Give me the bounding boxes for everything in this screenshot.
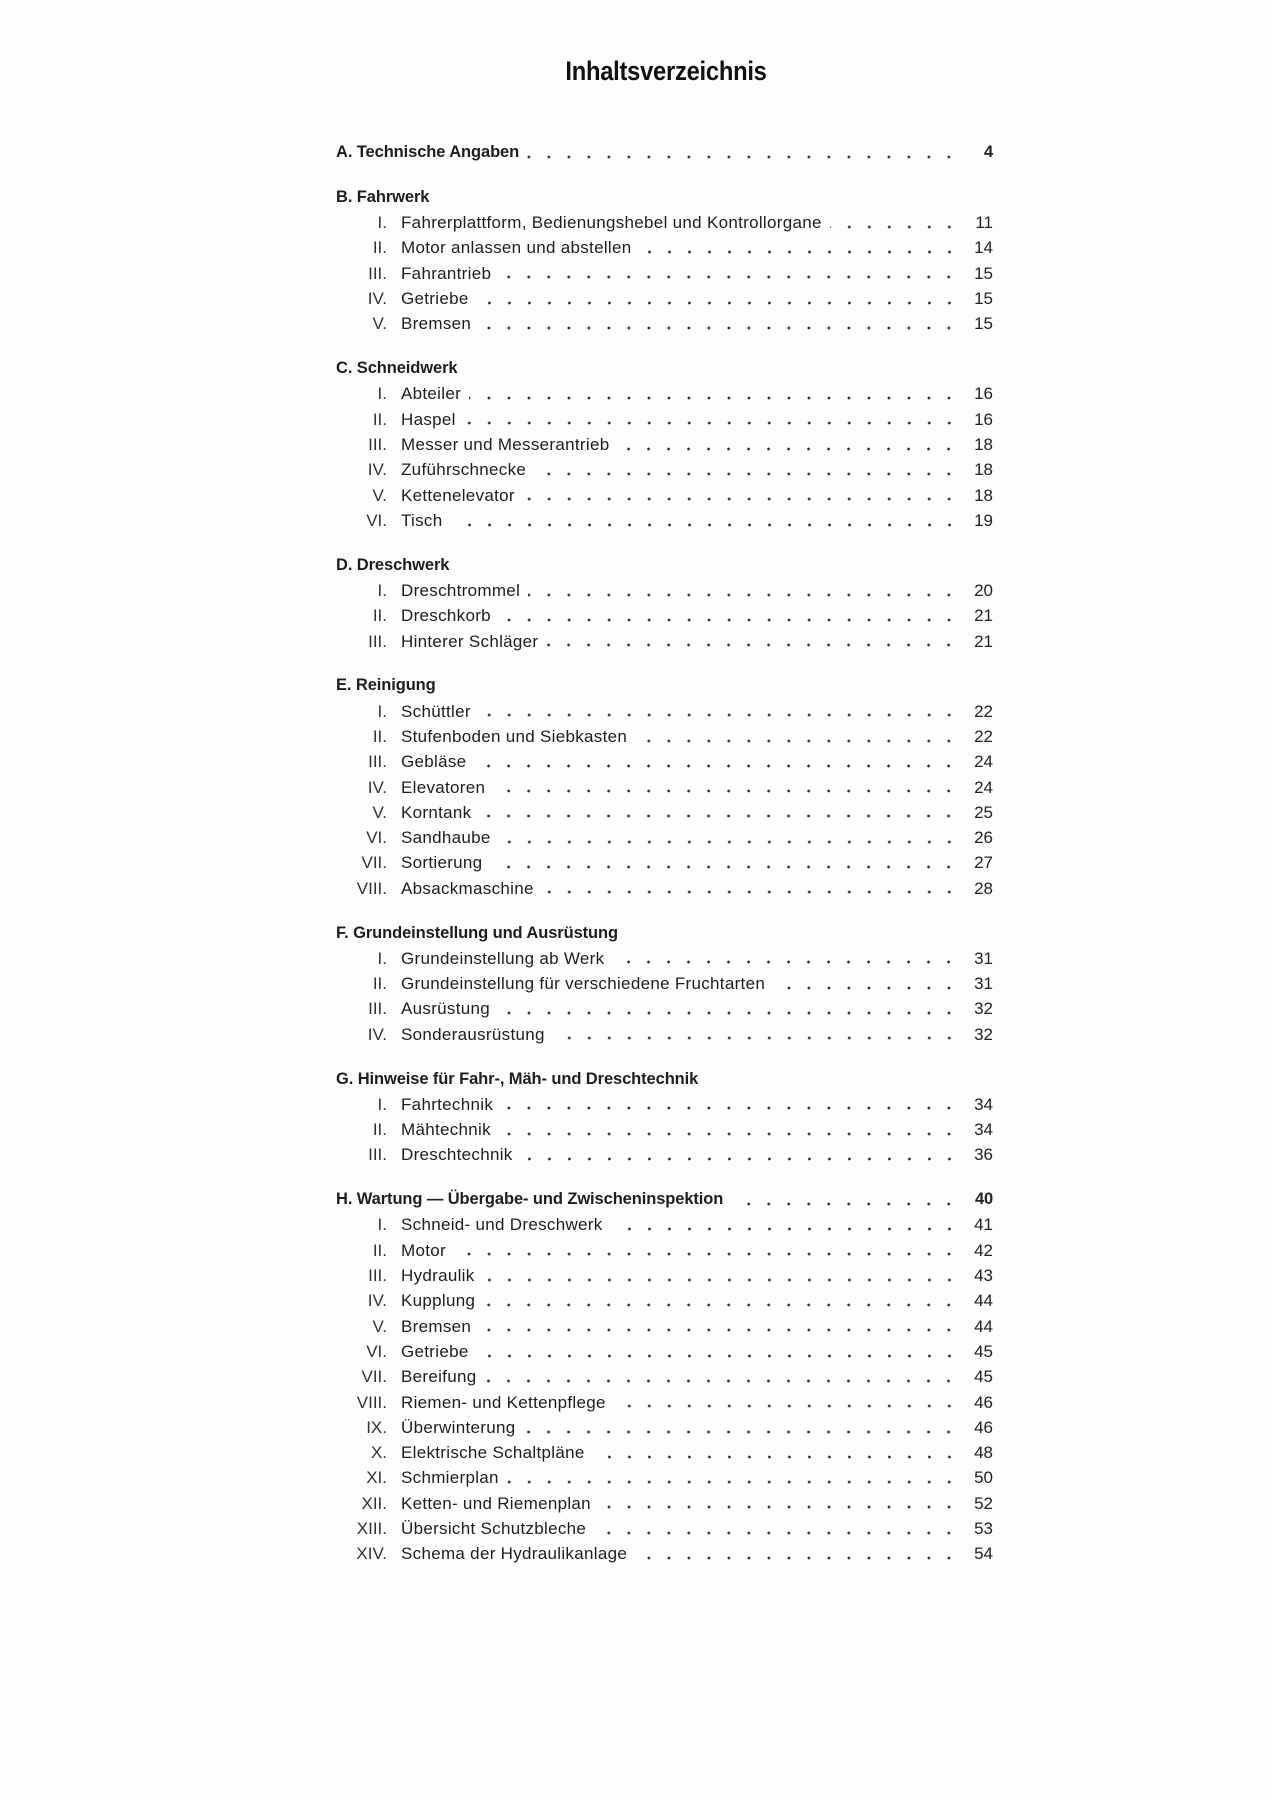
roman-numeral: I. xyxy=(377,701,387,721)
entry-title: Sonderausrüstung xyxy=(401,1024,545,1044)
dot-leader xyxy=(617,446,959,452)
dot-leader xyxy=(477,300,959,306)
roman-numeral: IV. xyxy=(367,460,387,480)
dot-leader xyxy=(451,522,960,528)
roman-numeral: IX. xyxy=(366,1417,387,1437)
page-number: 22 xyxy=(974,726,993,746)
toc-entry[interactable] xyxy=(336,483,993,508)
page-number: 21 xyxy=(974,606,993,626)
entry-title: Dreschkorb xyxy=(401,606,491,626)
toc-entry[interactable] xyxy=(336,850,993,875)
dot-leader xyxy=(635,1555,959,1561)
entry-title: Sandhaube xyxy=(401,828,491,848)
toc-entry[interactable] xyxy=(336,1092,993,1117)
toc-entry[interactable] xyxy=(336,629,993,654)
page-number: 18 xyxy=(974,460,993,480)
entry-title: Elevatoren xyxy=(401,777,486,797)
roman-numeral: I. xyxy=(377,213,387,233)
toc-section xyxy=(336,356,993,533)
toc-entry[interactable] xyxy=(336,724,993,749)
page-title: Inhaltsverzeichnis xyxy=(565,56,767,86)
dot-leader xyxy=(469,395,959,401)
dot-leader xyxy=(479,325,959,331)
page-number: 22 xyxy=(974,701,993,721)
dot-leader xyxy=(484,1378,959,1384)
toc-entry[interactable] xyxy=(336,996,993,1021)
roman-numeral: V. xyxy=(372,802,387,822)
roman-numeral: I. xyxy=(377,1215,387,1235)
entry-title: Kupplung xyxy=(401,1291,476,1311)
entry-title: Schüttler xyxy=(401,701,471,721)
roman-numeral: VI. xyxy=(366,828,387,848)
dot-leader xyxy=(594,1530,959,1536)
roman-numeral: I. xyxy=(377,580,387,600)
toc-entry[interactable] xyxy=(336,261,993,286)
roman-numeral: XIII. xyxy=(356,1519,387,1539)
page-number: 41 xyxy=(974,1215,993,1235)
roman-numeral: III. xyxy=(368,1145,387,1165)
page-number: 52 xyxy=(974,1493,993,1513)
dot-leader xyxy=(499,274,959,280)
entry-title: Riemen- und Kettenpflege xyxy=(401,1392,606,1412)
section-heading[interactable] xyxy=(336,1067,993,1092)
entry-title: Getriebe xyxy=(401,1341,469,1361)
toc-entry[interactable] xyxy=(336,876,993,901)
dot-leader xyxy=(553,1035,959,1041)
page-number: 18 xyxy=(974,485,993,505)
dot-leader xyxy=(483,1302,959,1308)
entry-title: Grundeinstellung ab Werk xyxy=(401,948,605,968)
entry-title: Zuführschnecke xyxy=(401,460,527,480)
toc-entry[interactable] xyxy=(336,1491,993,1516)
page-number: 36 xyxy=(974,1145,993,1165)
section-title: F. Grundeinstellung und Ausrüstung xyxy=(336,923,618,942)
dot-leader xyxy=(546,642,959,648)
entry-title: Überwinterung xyxy=(401,1417,516,1437)
roman-numeral: II. xyxy=(372,1120,387,1140)
toc-entry[interactable] xyxy=(336,1263,993,1288)
page-number: 26 xyxy=(974,828,993,848)
entry-title: Absackmaschine xyxy=(401,878,534,898)
toc-entry[interactable] xyxy=(336,457,993,482)
entry-title: Messer und Messerantrieb xyxy=(401,434,610,454)
entry-title: Übersicht Schutzbleche xyxy=(401,1519,587,1539)
toc-entry[interactable] xyxy=(336,1117,993,1142)
entry-title: Bremsen xyxy=(401,314,472,334)
roman-numeral: V. xyxy=(372,314,387,334)
section-heading[interactable] xyxy=(336,185,993,210)
page-number: 45 xyxy=(974,1341,993,1361)
toc-entry[interactable] xyxy=(336,749,993,774)
dot-leader xyxy=(454,1251,959,1257)
page-number: 15 xyxy=(974,314,993,334)
entry-title: Dreschtrommel xyxy=(401,580,521,600)
dot-leader xyxy=(542,889,959,895)
toc-section xyxy=(336,921,993,1047)
dot-leader xyxy=(611,1226,959,1232)
section-heading[interactable] xyxy=(336,673,993,698)
roman-numeral: I. xyxy=(377,948,387,968)
page-number: 40 xyxy=(975,1190,993,1209)
entry-title: Fahrtechnik xyxy=(401,1094,494,1114)
page-number: 46 xyxy=(974,1392,993,1412)
toc-entry[interactable] xyxy=(336,407,993,432)
entry-title: Stufenboden und Siebkasten xyxy=(401,726,628,746)
dot-leader xyxy=(499,617,959,623)
page-number: 50 xyxy=(974,1468,993,1488)
toc-entry[interactable] xyxy=(336,1288,993,1313)
page-number: 43 xyxy=(974,1266,993,1286)
entry-title: Fahrerplattform, Bedienungshebel und Kontrollorgane xyxy=(401,213,822,233)
toc-entry[interactable] xyxy=(336,825,993,850)
toc-entry[interactable] xyxy=(336,1022,993,1047)
entry-title: Motor xyxy=(401,1240,446,1260)
page-number: 18 xyxy=(974,434,993,454)
section-heading[interactable] xyxy=(336,356,993,381)
entry-title: Hinterer Schläger xyxy=(401,631,539,651)
roman-numeral: V. xyxy=(372,1316,387,1336)
toc-entry[interactable] xyxy=(336,603,993,628)
entry-title: Schema der Hydraulikanlage xyxy=(401,1544,628,1564)
dot-leader xyxy=(501,1105,959,1111)
toc-entry[interactable] xyxy=(336,1516,993,1541)
roman-numeral: VIII. xyxy=(356,1392,387,1412)
roman-numeral: XII. xyxy=(361,1493,387,1513)
entry-title: Haspel xyxy=(401,409,456,429)
toc-section xyxy=(336,185,993,337)
roman-numeral: V. xyxy=(372,485,387,505)
roman-numeral: IV. xyxy=(367,1291,387,1311)
roman-numeral: IV. xyxy=(367,288,387,308)
page-number: 45 xyxy=(974,1367,993,1387)
roman-numeral: X. xyxy=(370,1443,387,1463)
toc-entry[interactable] xyxy=(336,800,993,825)
entry-title: Bereifung xyxy=(401,1367,477,1387)
dot-leader xyxy=(527,154,959,160)
toc-entry[interactable] xyxy=(336,1390,993,1415)
section-title: C. Schneidwerk xyxy=(336,359,458,378)
toc-entry[interactable] xyxy=(336,286,993,311)
roman-numeral: VII. xyxy=(361,1367,387,1387)
dot-leader xyxy=(493,788,959,794)
page-number: 25 xyxy=(974,802,993,822)
dot-leader xyxy=(483,1277,959,1283)
page-number: 46 xyxy=(974,1417,993,1437)
dot-leader xyxy=(523,496,959,502)
roman-numeral: III. xyxy=(368,263,387,283)
roman-numeral: IV. xyxy=(367,1024,387,1044)
roman-numeral: I. xyxy=(377,1094,387,1114)
toc-entry[interactable] xyxy=(336,1541,993,1566)
toc-section xyxy=(336,673,993,901)
dot-leader xyxy=(593,1454,959,1460)
toc-entry[interactable] xyxy=(336,1465,993,1490)
page-number: 42 xyxy=(974,1240,993,1260)
section-title: G. Hinweise für Fahr-, Mäh- und Dreschtechnik xyxy=(336,1069,699,1088)
roman-numeral: VI. xyxy=(366,1341,387,1361)
roman-numeral: II. xyxy=(372,238,387,258)
roman-numeral: II. xyxy=(372,974,387,994)
dot-leader xyxy=(773,985,959,991)
page-number: 24 xyxy=(974,752,993,772)
section-heading[interactable] xyxy=(336,140,993,165)
dot-leader xyxy=(479,813,959,819)
page-number: 21 xyxy=(974,631,993,651)
page-number: 44 xyxy=(974,1291,993,1311)
roman-numeral: III. xyxy=(368,752,387,772)
toc-entry[interactable] xyxy=(336,235,993,260)
roman-numeral: VI. xyxy=(366,510,387,530)
roman-numeral: III. xyxy=(368,631,387,651)
entry-title: Hydraulik xyxy=(401,1266,475,1286)
section-title: H. Wartung — Übergabe- und Zwischeninspektion xyxy=(336,1190,724,1209)
roman-numeral: I. xyxy=(377,384,387,404)
toc-entry[interactable] xyxy=(336,971,993,996)
roman-numeral: II. xyxy=(372,606,387,626)
roman-numeral: III. xyxy=(368,434,387,454)
dot-leader xyxy=(474,763,959,769)
toc-entry[interactable] xyxy=(336,432,993,457)
page-number: 15 xyxy=(974,263,993,283)
page-number: 14 xyxy=(974,238,993,258)
toc-entry[interactable] xyxy=(336,210,993,235)
roman-numeral: II. xyxy=(372,409,387,429)
page-number: 19 xyxy=(974,510,993,530)
page-number: 28 xyxy=(974,878,993,898)
entry-title: Ketten- und Riemenplan xyxy=(401,1493,591,1513)
roman-numeral: IV. xyxy=(367,777,387,797)
page-number: 34 xyxy=(974,1094,993,1114)
page-number: 54 xyxy=(974,1544,993,1564)
dot-leader xyxy=(521,1156,959,1162)
dot-leader xyxy=(479,712,959,718)
page-number: 31 xyxy=(974,974,993,994)
entry-title: Mähtechnik xyxy=(401,1120,491,1140)
page-number: 34 xyxy=(974,1120,993,1140)
toc-entry[interactable] xyxy=(336,1212,993,1237)
page-number: 15 xyxy=(974,288,993,308)
entry-title: Sortierung xyxy=(401,853,483,873)
entry-title: Schmierplan xyxy=(401,1468,499,1488)
dot-leader xyxy=(464,420,959,426)
page-number: 32 xyxy=(974,999,993,1019)
toc-entry[interactable] xyxy=(336,1238,993,1263)
section-heading[interactable] xyxy=(336,921,993,946)
roman-numeral: II. xyxy=(372,1240,387,1260)
entry-title: Motor anlassen und abstellen xyxy=(401,238,632,258)
toc-entry[interactable] xyxy=(336,578,993,603)
entry-title: Ausrüstung xyxy=(401,999,490,1019)
toc-section xyxy=(336,553,993,654)
entry-title: Dreschtechnik xyxy=(401,1145,513,1165)
dot-leader xyxy=(498,1010,959,1016)
entry-title: Schneid- und Dreschwerk xyxy=(401,1215,603,1235)
dot-leader xyxy=(523,1429,959,1435)
page-number: 53 xyxy=(974,1519,993,1539)
section-title: B. Fahrwerk xyxy=(336,187,430,206)
entry-title: Korntank xyxy=(401,802,472,822)
entry-title: Grundeinstellung für verschiedene Fruchtarten xyxy=(401,974,766,994)
dot-leader xyxy=(635,738,959,744)
toc-entry[interactable] xyxy=(336,381,993,406)
toc-section xyxy=(336,1067,993,1168)
page-number: 16 xyxy=(974,384,993,404)
dot-leader xyxy=(599,1504,959,1510)
table-of-contents xyxy=(336,140,993,1586)
toc-entry[interactable] xyxy=(336,1440,993,1465)
entry-title: Kettenelevator xyxy=(401,485,515,505)
toc-entry[interactable] xyxy=(336,946,993,971)
dot-leader xyxy=(534,471,959,477)
toc-entry[interactable] xyxy=(336,1364,993,1389)
page-number: 32 xyxy=(974,1024,993,1044)
roman-numeral: XI. xyxy=(366,1468,387,1488)
dot-leader xyxy=(640,249,960,255)
entry-title: Gebläse xyxy=(401,752,467,772)
page-number: 48 xyxy=(974,1443,993,1463)
dot-leader xyxy=(490,864,959,870)
roman-numeral: VII. xyxy=(361,853,387,873)
roman-numeral: III. xyxy=(368,999,387,1019)
dot-leader xyxy=(499,839,959,845)
page-number: 31 xyxy=(974,948,993,968)
page-number: 27 xyxy=(974,853,993,873)
toc-entry[interactable] xyxy=(336,508,993,533)
toc-entry[interactable] xyxy=(336,1339,993,1364)
section-title: D. Dreschwerk xyxy=(336,555,450,574)
entry-title: Abteiler xyxy=(401,384,462,404)
toc-entry[interactable] xyxy=(336,1142,993,1167)
section-title: A. Technische Angaben xyxy=(336,143,520,161)
page-number: 16 xyxy=(974,409,993,429)
toc-entry[interactable] xyxy=(336,699,993,724)
dot-leader xyxy=(830,224,959,230)
toc-entry[interactable] xyxy=(336,1415,993,1440)
dot-leader xyxy=(499,1131,959,1137)
section-heading[interactable] xyxy=(336,1187,993,1212)
entry-title: Fahrantrieb xyxy=(401,263,492,283)
entry-title: Tisch xyxy=(401,510,443,530)
dot-leader xyxy=(528,592,959,598)
dot-leader xyxy=(477,1353,959,1359)
toc-section xyxy=(336,140,993,165)
page-number: 4 xyxy=(984,143,993,161)
page-number: 11 xyxy=(975,213,993,233)
roman-numeral: XIV. xyxy=(356,1544,387,1564)
toc-entry[interactable] xyxy=(336,311,993,336)
roman-numeral: III. xyxy=(368,1266,387,1286)
toc-section xyxy=(336,1187,993,1566)
dot-leader xyxy=(612,959,959,965)
dot-leader xyxy=(731,1201,959,1207)
dot-leader xyxy=(479,1327,959,1333)
entry-title: Elektrische Schaltpläne xyxy=(401,1443,585,1463)
toc-entry[interactable] xyxy=(336,1314,993,1339)
section-title: E. Reinigung xyxy=(336,676,436,695)
entry-title: Getriebe xyxy=(401,288,469,308)
entry-title: Bremsen xyxy=(401,1316,472,1336)
page-number: 44 xyxy=(974,1316,993,1336)
roman-numeral: VIII. xyxy=(356,878,387,898)
dot-leader xyxy=(507,1479,959,1485)
section-heading[interactable] xyxy=(336,553,993,578)
toc-entry[interactable] xyxy=(336,775,993,800)
page-number: 20 xyxy=(974,580,993,600)
roman-numeral: II. xyxy=(372,726,387,746)
page-number: 24 xyxy=(974,777,993,797)
dot-leader xyxy=(614,1403,959,1409)
